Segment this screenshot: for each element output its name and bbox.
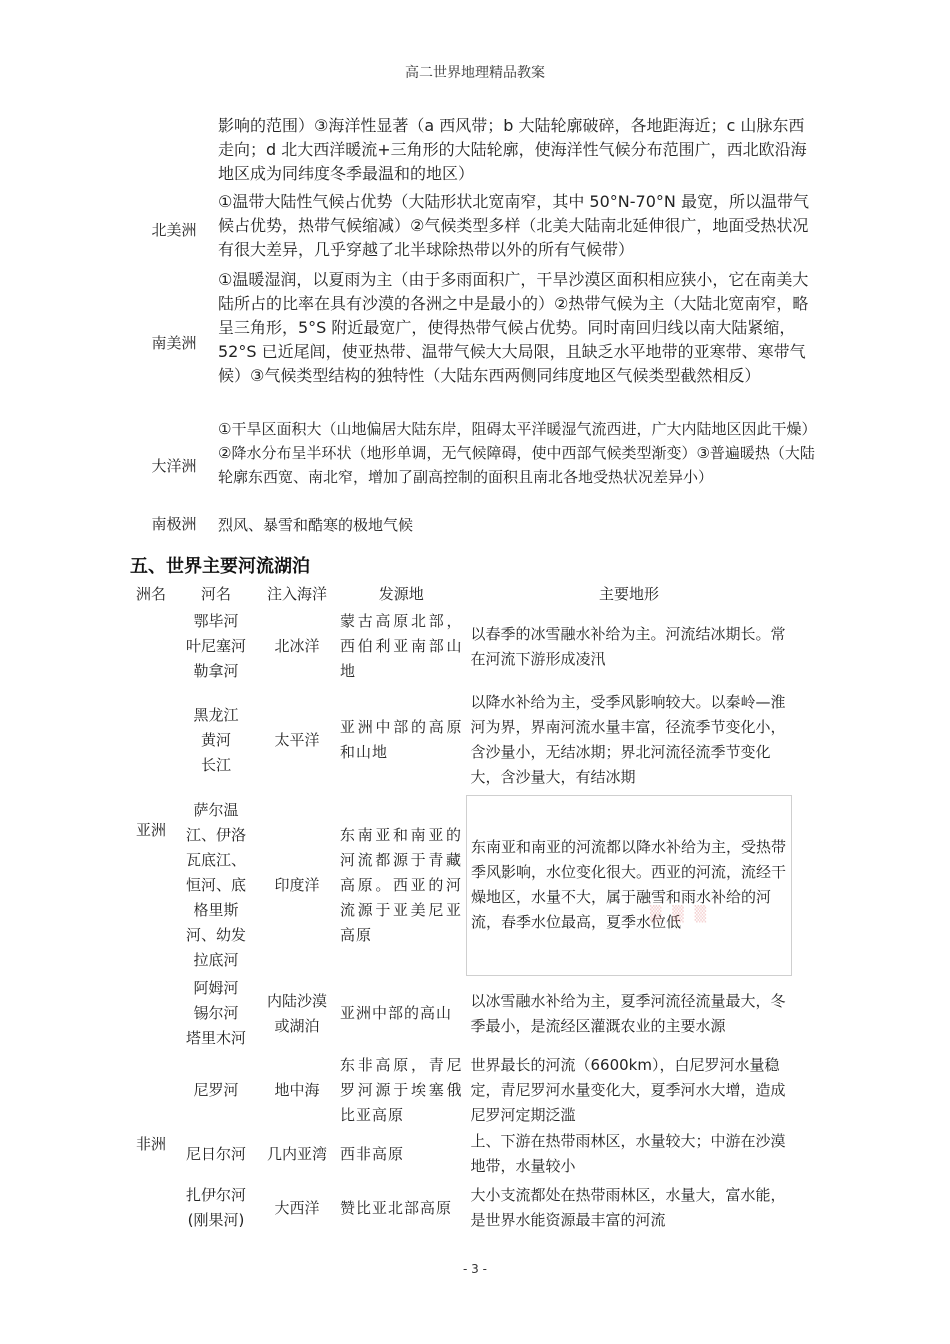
river-names: 黑龙江 黄河 长江	[193, 705, 239, 774]
header-continent: 洲名	[135, 584, 166, 603]
climate-row-oceania	[130, 417, 820, 513]
climate-text: ①干旱区面积大（山地偏居大陆东岸，阻碍太平洋暖湿气流西进，广大内陆地区因此干燥）②降水分布呈半环状（地形单调，无气候障碍，使中西部气候类型渐变）③普遍暖热（大陆轮廓东西宽、南北窄，增加了副高控制的面积且南北各地受热状况差异小）	[218, 420, 817, 486]
climate-text: 影响的范围）③海洋性显著（a 西风带；b 大陆轮廓破碎，各地距海近；c 山脉东西走向；d 北大西洋暖流+三角形的大陆轮廓，使海洋性气候分布范围广，西北欧沿海地区成为同纬度冬季最温和的地区）	[218, 116, 807, 183]
climate-row-antarctica	[130, 513, 820, 535]
ocean-name: 印度洋	[274, 875, 320, 894]
river-names: 尼日尔河	[185, 1144, 246, 1163]
table-row	[128, 975, 792, 1052]
climate-text: ①温暖湿润，以夏雨为主（由于多雨面积广，干旱沙漠区面积相应狭小，它在南美大陆所占的比率在具有沙漠的各洲之中是最小的）②热带气候为主（大陆北宽南窄，略呈三角形，5°S 附近最宽广，使得热带气候占优势。同时南回归线以南大陆紧缩，52°S 已近尾闾，使亚热带、温带气候大大局限，且缺乏水平地带的亚寒带、寒带气候）③气候类型结构的独特性（大陆东西两侧同纬度地区气候类型截然相反）	[218, 270, 809, 385]
table-header-row	[128, 580, 792, 608]
table-row	[128, 608, 792, 685]
header-feature: 主要地形	[598, 584, 659, 603]
climate-text: ①温带大陆性气候占优势（大陆形状北宽南窄，其中 50°N-70°N 最宽，所以温带气候占优势，热带气候缩减）②气候类型多样（北美大陆南北延伸很广，地面受热状况有很大差异，几乎穿越了北半球除热带以外的所有气候带）	[218, 192, 809, 259]
continent-label: 大洋洲	[151, 456, 197, 475]
continent-asia: 亚洲	[135, 820, 166, 839]
ocean-name: 太平洋	[274, 730, 320, 749]
climate-row-south-america	[130, 268, 820, 417]
source-text: 亚洲中部的高原和山地	[340, 718, 463, 761]
table-row	[128, 1180, 792, 1236]
river-names: 扎伊尔河 (刚果河)	[185, 1186, 246, 1229]
source-text: 亚洲中部的高山	[340, 1004, 453, 1022]
page-number: - 3 -	[463, 1262, 487, 1276]
river-names: 阿姆河 锡尔河 塔里木河	[185, 979, 246, 1047]
table-row	[128, 1052, 792, 1128]
header-river: 河名	[200, 584, 231, 603]
table-row	[128, 685, 792, 795]
feature-text: 世界最长的河流（6600km），白尼罗河水量稳定，青尼罗河水量变化大，夏季河水大增，造成尼罗河定期泛滥	[470, 1055, 786, 1124]
page-header: 高二世界地理精品教案	[405, 65, 545, 81]
river-names: 鄂毕河 叶尼塞河 勒拿河	[185, 612, 246, 680]
continent-label: 北美洲	[151, 220, 197, 239]
header-source: 发源地	[378, 584, 424, 603]
feature-text: 以春季的冰雪融水补给为主。河流结冰期长。常在河流下游形成凌汛	[470, 624, 786, 668]
ocean-name: 大西洋	[274, 1198, 320, 1217]
feature-text: 东南亚和南亚的河流都以降水补给为主，受热带季风影响，水位变化很大。西亚的河流，流经干燥地区，水量不大，属于融雪和雨水补给的河流，春季水位最高，夏季水位低	[467, 795, 792, 975]
table-row	[128, 795, 792, 975]
continent-label	[130, 114, 218, 190]
continent-africa: 非洲	[135, 1134, 166, 1153]
ocean-name: 内陆沙漠或湖泊	[266, 991, 327, 1035]
continent-label: 南极洲	[151, 515, 197, 533]
climate-row-europe	[130, 114, 820, 190]
continent-label: 南美洲	[151, 334, 197, 352]
river-names: 萨尔温 江、伊洛 瓦底江、 恒河、底 格里斯 河、幼发 拉底河	[185, 800, 246, 969]
climate-row-north-america	[130, 190, 820, 268]
feature-text: 大小支流都处在热带雨林区，水量大，富水能，是世界水能资源最丰富的河流	[470, 1186, 786, 1229]
source-text: 东非高原，青尼罗河源于埃塞俄比亚高原	[340, 1055, 463, 1124]
river-names: 尼罗河	[193, 1080, 239, 1099]
source-text: 蒙古高原北部，西伯利亚南部山地	[340, 612, 463, 680]
source-text: 赞比亚北部高原	[340, 1198, 453, 1217]
source-text: 西非高原	[340, 1144, 405, 1163]
watermark-stamp: ▒ ▒ ▒	[650, 905, 710, 923]
ocean-name: 北冰洋	[274, 637, 320, 655]
source-text: 东南亚和南亚的河流都源于青藏高原。西亚的河流源于亚美尼亚高原	[340, 825, 462, 944]
feature-text: 以冰雪融水补给为主，夏季河流径流量最大，冬季最小，是流经区灌溉农业的主要水源	[470, 991, 786, 1035]
feature-text: 以降水补给为主，受季风影响较大。以秦岭—淮河为界，界南河流水量丰富，径流季节变化小，含沙量小，无结冰期；界北河流径流季节变化大，含沙量大，有结冰期	[470, 692, 786, 786]
header-ocean: 注入海洋	[266, 584, 327, 603]
climate-text: 烈风、暴雪和酷寒的极地气候	[218, 516, 414, 534]
ocean-name: 几内亚湾	[266, 1144, 327, 1163]
table-row	[128, 1128, 792, 1180]
ocean-name: 地中海	[274, 1080, 320, 1099]
section-title: 五、世界主要河流湖泊	[130, 556, 310, 577]
feature-text: 上、下游在热带雨林区，水量较大；中游在沙漠地带，水量较小	[470, 1132, 786, 1175]
climate-section	[130, 114, 820, 535]
